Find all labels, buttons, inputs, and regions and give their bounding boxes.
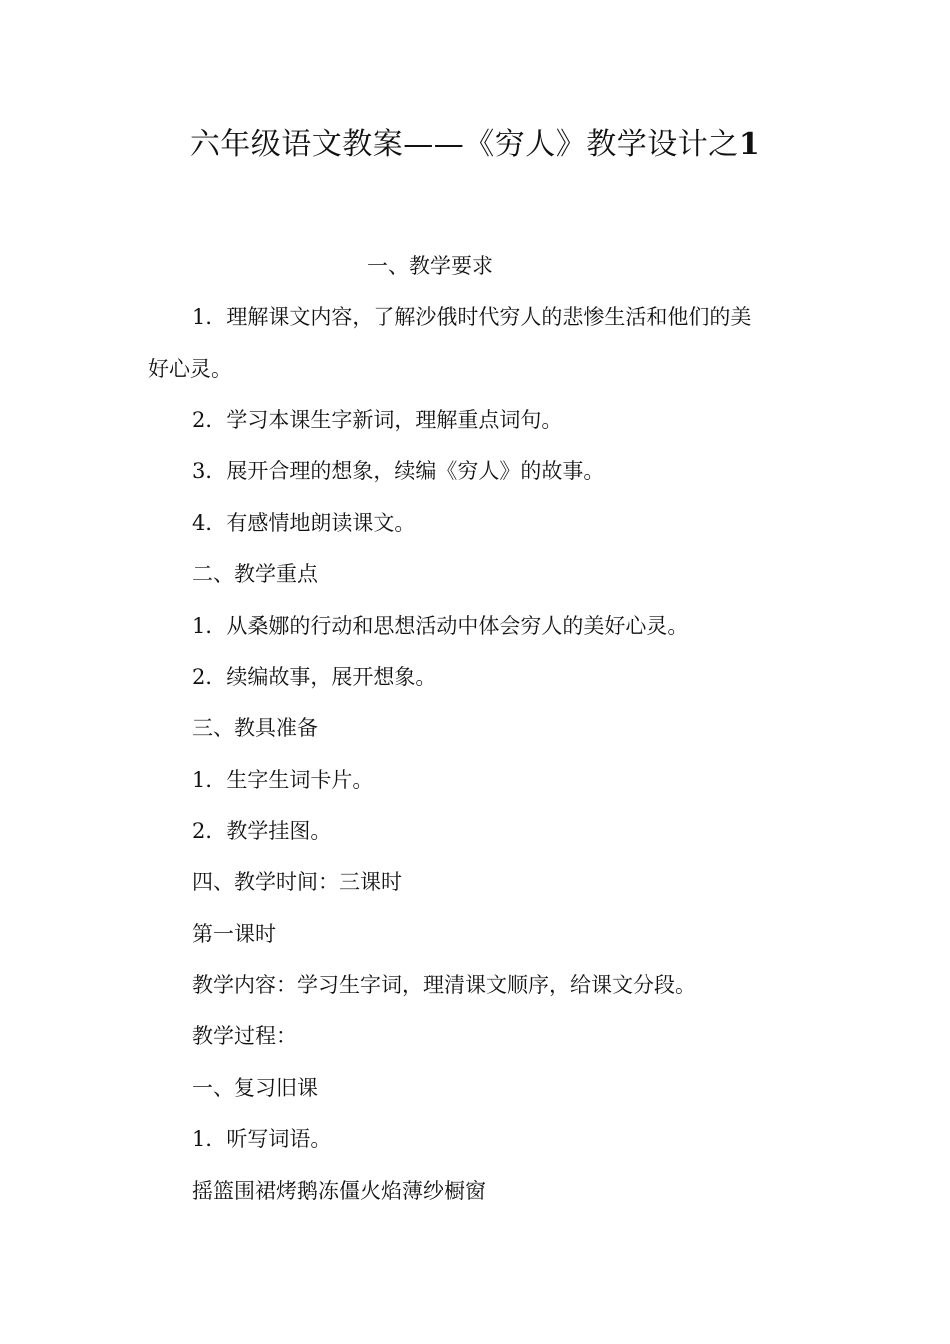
requirement-2: 2．学习本课生字新词，理解重点词句。	[192, 408, 563, 432]
keypoint-2: 2．续编故事，展开想象。	[192, 665, 437, 689]
title-number: 1	[738, 127, 761, 162]
lesson-content: 教学内容：学习生字词，理清课文顺序，给课文分段。	[192, 973, 696, 997]
lesson-process: 教学过程：	[192, 1024, 297, 1048]
step-dictation: 1．听写词语。	[192, 1127, 332, 1151]
requirement-4: 4．有感情地朗读课文。	[192, 511, 416, 535]
material-2: 2．教学挂图。	[192, 819, 332, 843]
requirement-3: 3．展开合理的想象，续编《穷人》的故事。	[192, 459, 605, 483]
title-text: 六年级语文教案——《穷人》教学设计之	[189, 127, 739, 162]
requirement-1-line-2: 好心灵。	[148, 357, 232, 381]
section-heading-requirements: 一、教学要求	[367, 254, 493, 278]
step-review: 一、复习旧课	[192, 1076, 318, 1100]
section-heading-time: 四、教学时间：三课时	[192, 870, 402, 894]
section-heading-keypoints: 二、教学重点	[192, 562, 318, 586]
lesson-heading: 第一课时	[192, 922, 276, 946]
document-title	[0, 118, 950, 172]
material-1: 1．生字生词卡片。	[192, 768, 374, 792]
requirement-1-line-1: 1．理解课文内容，了解沙俄时代穷人的悲惨生活和他们的美	[192, 305, 752, 329]
keypoint-1: 1．从桑娜的行动和思想活动中体会穷人的美好心灵。	[192, 614, 689, 638]
word-list: 摇篮围裙烤鹅冻僵火焰薄纱橱窗	[192, 1179, 486, 1203]
section-heading-materials: 三、教具准备	[192, 716, 318, 740]
